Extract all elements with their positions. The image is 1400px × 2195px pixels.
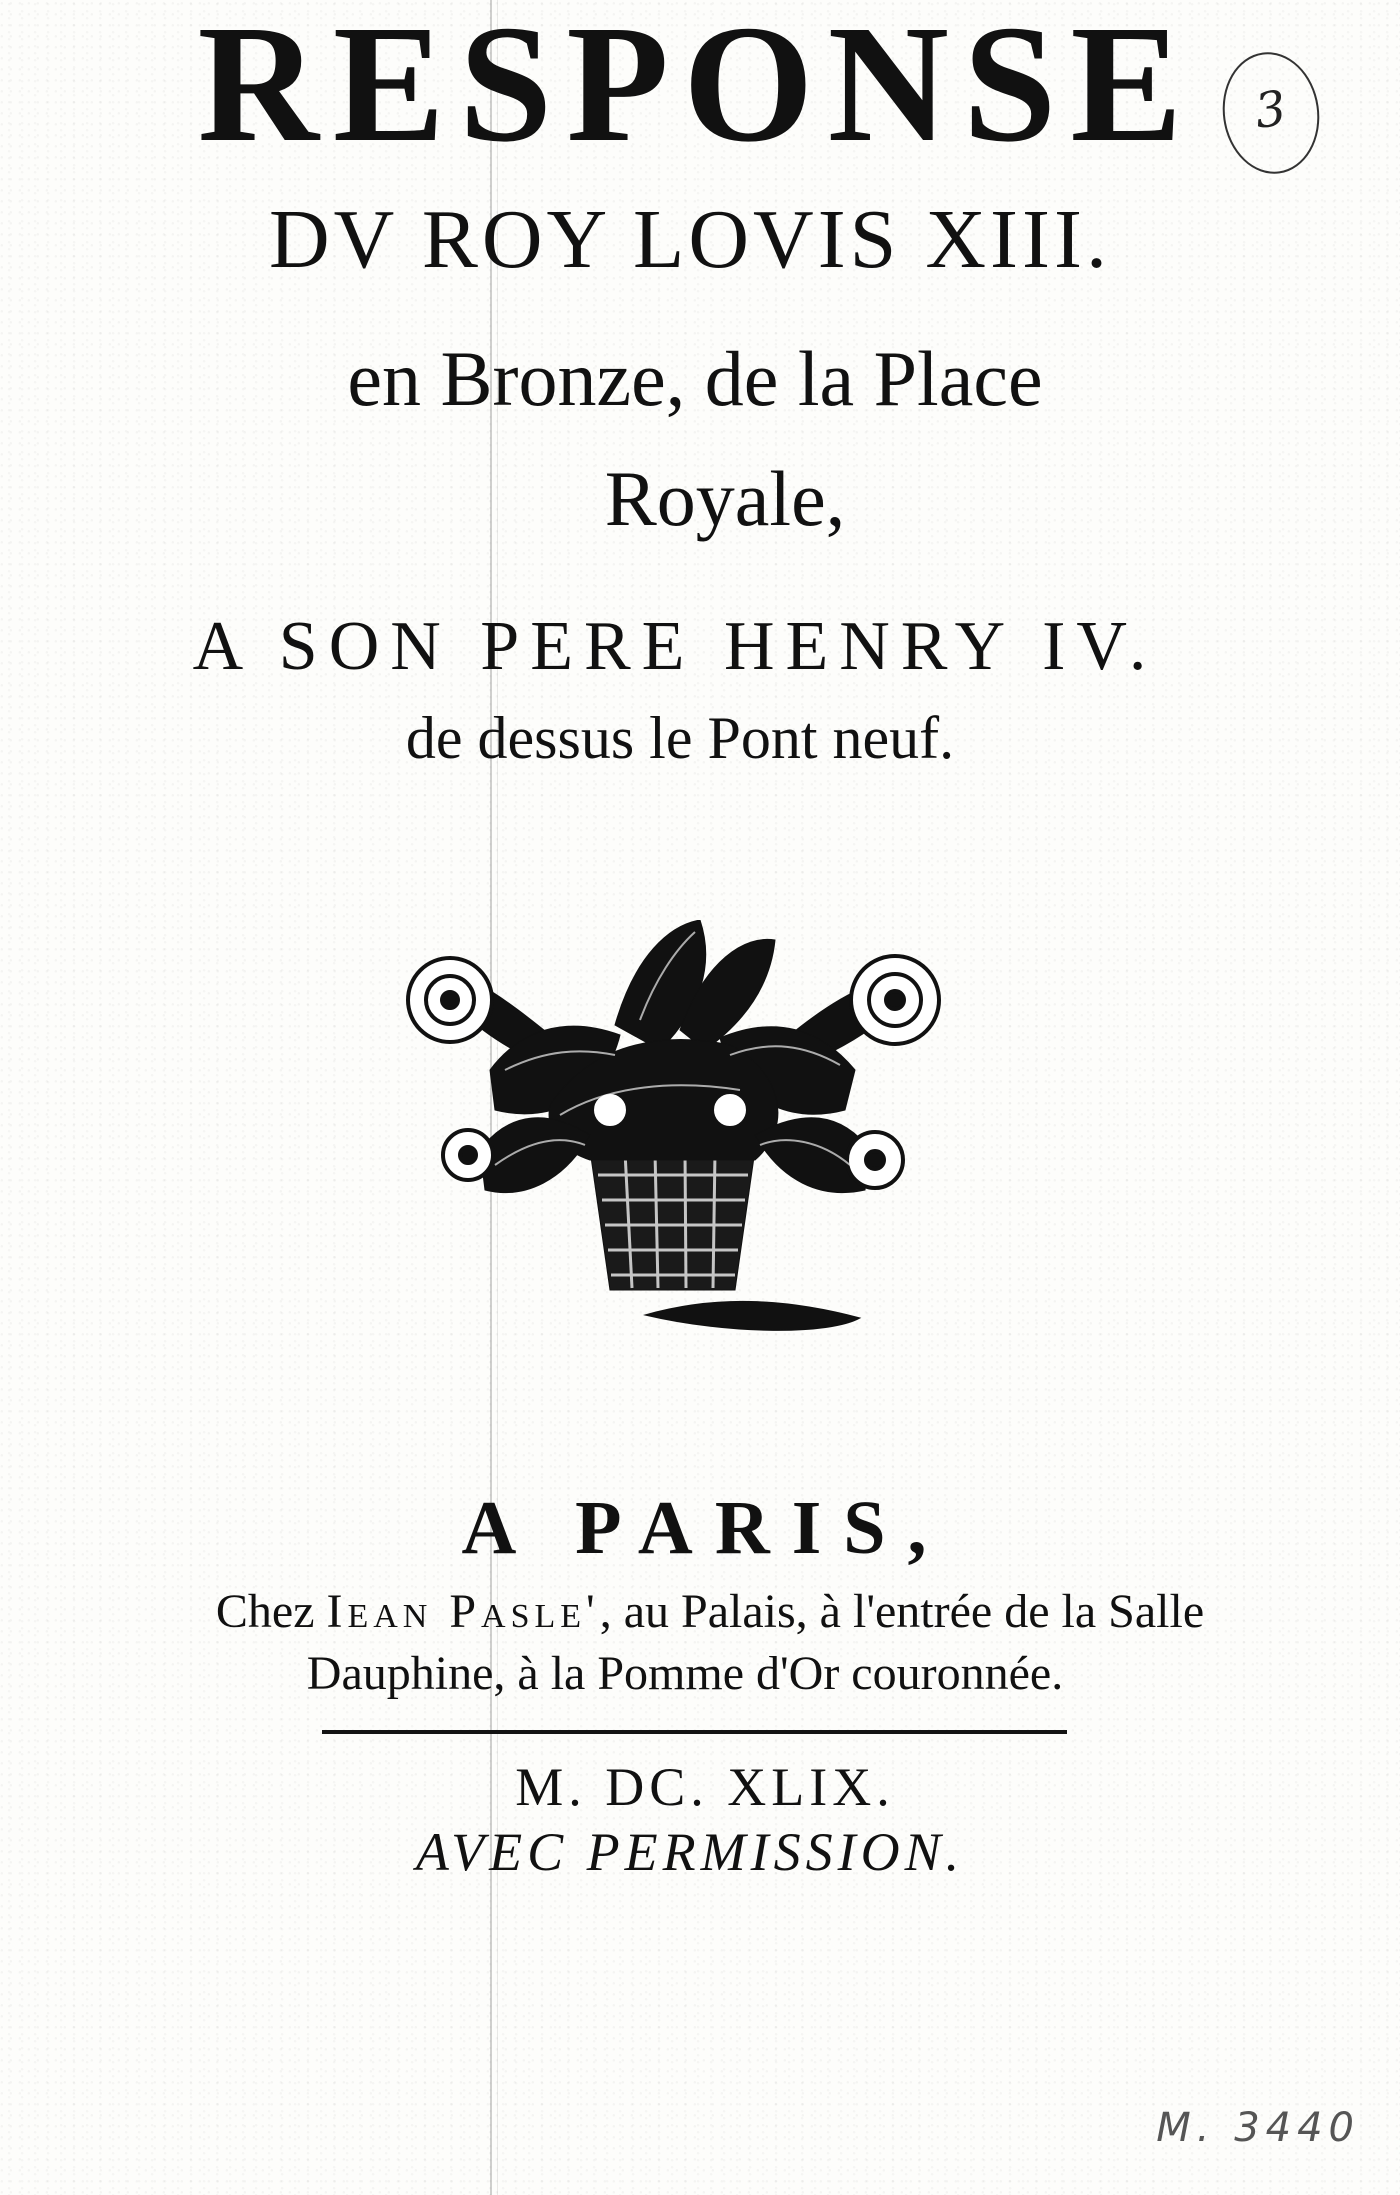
fruit-right <box>712 1092 748 1128</box>
flower-basket-ornament <box>400 920 980 1340</box>
page-title: RESPONSE <box>197 0 1197 177</box>
printer-prefix: Chez <box>215 1585 327 1638</box>
imprint-address: Dauphine, à la Pomme d'Or couronnée. <box>306 1647 1064 1700</box>
subtitle-line-5: de dessus le Pont neuf. <box>405 705 955 771</box>
shelf-mark: M. 3440 <box>1156 2105 1360 2151</box>
subtitle-line-1: DV ROY LOVIS XIII. <box>269 193 1111 286</box>
imprint-city: A PARIS, <box>461 1486 949 1570</box>
imprint-printer-line <box>10 1585 1400 1638</box>
basket <box>590 1150 755 1290</box>
folio-number: 3 <box>1251 80 1290 140</box>
subtitle-line-4: A SON PERE HENRY IV. <box>192 608 1158 685</box>
imprint-divider <box>322 1730 1067 1734</box>
printer-suffix: , au Palais, à l'entrée de la Salle <box>599 1585 1205 1638</box>
basket-shadow <box>645 1301 860 1330</box>
printer-name: Iean Pasle' <box>326 1585 600 1638</box>
subtitle-line-3: Royale, <box>604 455 846 542</box>
leaf-low-left <box>480 1118 590 1193</box>
subtitle-line-2: en Bronze, de la Place <box>347 335 1043 422</box>
imprint-date: M. DC. XLIX. <box>515 1757 895 1817</box>
imprint-permission: AVEC PERMISSION. <box>415 1822 965 1882</box>
